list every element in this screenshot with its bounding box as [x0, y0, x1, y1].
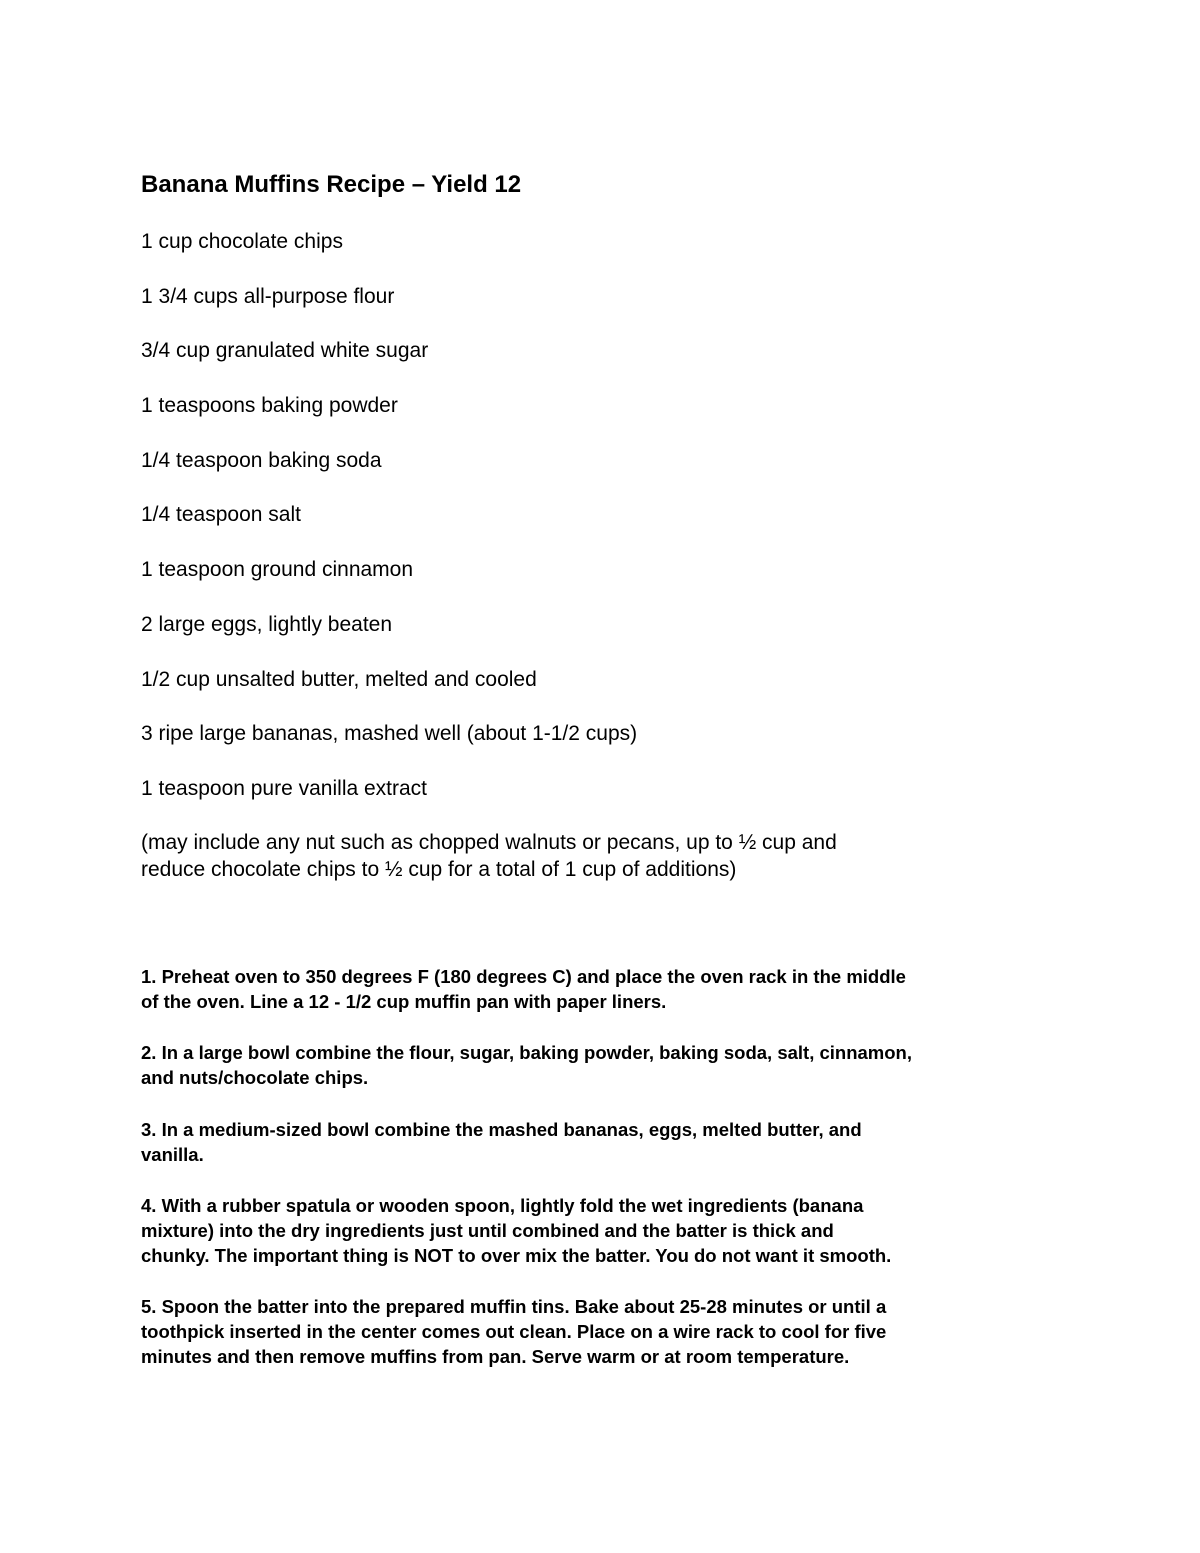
ingredient-item: 1 teaspoons baking powder: [141, 394, 398, 418]
additions-note: [141, 829, 1041, 883]
ingredient-item: 2 large eggs, lightly beaten: [141, 612, 393, 636]
step-line: 4. With a rubber spatula or wooden spoon, lightly fold the wet ingredients (banana: [141, 1195, 864, 1217]
ingredient-item: 3 ripe large bananas, mashed well (about 1-1/2 cups): [141, 722, 638, 746]
ingredient-item: 1/4 teaspoon baking soda: [141, 448, 382, 472]
ingredients-list: [141, 228, 1041, 830]
instruction-step: [141, 965, 1101, 1014]
instruction-step: [141, 1194, 1101, 1268]
step-line: mixture) into the dry ingredients just until combined and the batter is thick and: [141, 1219, 834, 1241]
step-line: 1. Preheat oven to 350 degrees F (180 degrees C) and place the oven rack in the middle: [141, 966, 906, 987]
ingredient-item: 1 teaspoon ground cinnamon: [141, 558, 414, 582]
step-line: and nuts/chocolate chips.: [141, 1067, 369, 1089]
instruction-step: [141, 1118, 1101, 1167]
step-line: chunky. The important thing is NOT to over mix the batter. You do not want it smooth.: [141, 1244, 892, 1266]
instruction-step: [141, 1041, 1101, 1090]
step-line: 5. Spoon the batter into the prepared muffin tins. Bake about 25-28 minutes or until a: [141, 1296, 887, 1318]
ingredient-item: 1 3/4 cups all-purpose flour: [141, 284, 395, 308]
step-line: toothpick inserted in the center comes out clean. Place on a wire rack to cool for five: [141, 1321, 887, 1343]
instructions-list: [141, 965, 1101, 1396]
note-line: reduce chocolate chips to ½ cup for a total of 1 cup of additions): [141, 858, 737, 881]
step-line: of the oven. Line a 12 - 1/2 cup muffin pan with paper liners.: [141, 990, 667, 1012]
page-title: Banana Muffins Recipe – Yield 12: [141, 171, 522, 198]
ingredient-item: 1/2 cup unsalted butter, melted and cooled: [141, 667, 537, 691]
instruction-step: [141, 1295, 1101, 1369]
ingredient-item: 3/4 cup granulated white sugar: [141, 339, 429, 363]
ingredient-item: 1 teaspoon pure vanilla extract: [141, 776, 428, 800]
ingredient-item: 1 cup chocolate chips: [141, 230, 343, 253]
step-line: minutes and then remove muffins from pan. Serve warm or at room temperature.: [141, 1345, 850, 1367]
step-line: 3. In a medium-sized bowl combine the mashed bananas, eggs, melted butter, and: [141, 1118, 862, 1140]
note-line: (may include any nut such as chopped walnuts or pecans, up to ½ cup and: [141, 831, 837, 854]
step-line: 2. In a large bowl combine the flour, sugar, baking powder, baking soda, salt, cinnamon,: [141, 1042, 912, 1064]
step-line: vanilla.: [141, 1143, 204, 1165]
ingredient-item: 1/4 teaspoon salt: [141, 503, 301, 527]
